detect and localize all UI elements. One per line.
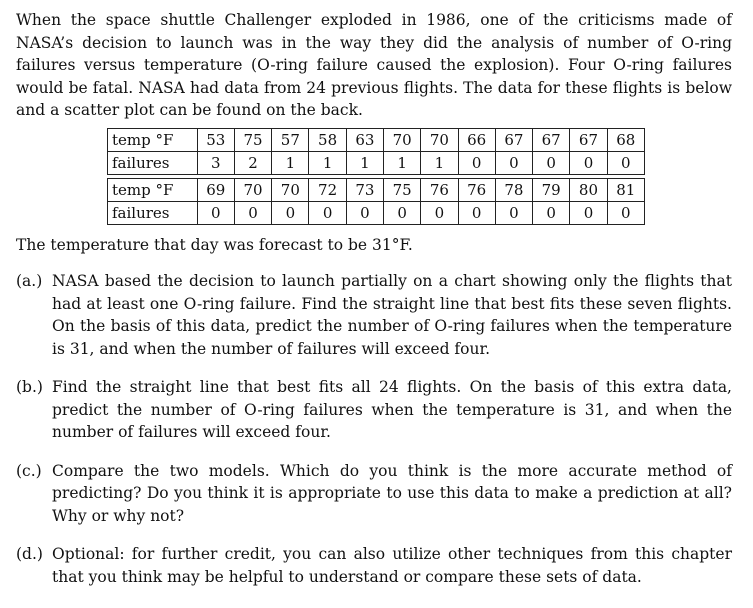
table-cell: 63 bbox=[346, 128, 383, 151]
table-cell: 67 bbox=[495, 128, 532, 151]
table-cell: 57 bbox=[272, 128, 309, 151]
table-cell: 0 bbox=[533, 151, 570, 174]
table-cell: 79 bbox=[533, 178, 570, 201]
table-cell: 53 bbox=[197, 128, 234, 151]
table-cell: 3 bbox=[197, 151, 234, 174]
table-cell: 0 bbox=[458, 151, 495, 174]
table-cell: 0 bbox=[384, 201, 421, 224]
table-row bbox=[108, 201, 645, 224]
table-cell: 70 bbox=[384, 128, 421, 151]
table-cell: 66 bbox=[458, 128, 495, 151]
table-cell: 76 bbox=[458, 178, 495, 201]
table-cell: 76 bbox=[421, 178, 458, 201]
question-text: NASA based the decision to launch partially on a chart showing only the flights that had at least one O-ring failure. Find the straight line that best fits these seven flights. On the basis of this data, predict the number of O-ring failures when the temperature is 31, and when the number of failures will exceed four. bbox=[52, 272, 732, 358]
question-label: (a.) bbox=[16, 272, 43, 290]
table-cell: 70 bbox=[421, 128, 458, 151]
table-cell: 0 bbox=[533, 201, 570, 224]
table-cell: 80 bbox=[570, 178, 607, 201]
table-cell: 68 bbox=[607, 128, 644, 151]
question-label: (c.) bbox=[16, 461, 42, 480]
table-row bbox=[108, 178, 645, 201]
question-text: Compare the two models. Which do you think is the more accurate method of predicting? Do you think it is appropriate to use this data to make a prediction at all? Why or why not? bbox=[52, 461, 732, 525]
table-cell: 67 bbox=[533, 128, 570, 151]
table-cell: 0 bbox=[234, 201, 271, 224]
document-page bbox=[16, 9, 732, 604]
table-cell: 69 bbox=[197, 178, 234, 201]
question-b bbox=[16, 376, 732, 444]
table-cell: 0 bbox=[607, 151, 644, 174]
table-cell: 72 bbox=[309, 178, 346, 201]
data-table-1 bbox=[107, 128, 645, 175]
table-cell: 73 bbox=[346, 178, 383, 201]
table-cell: 0 bbox=[570, 201, 607, 224]
table-cell: 2 bbox=[234, 151, 271, 174]
table-cell: 0 bbox=[607, 201, 644, 224]
table-cell: 81 bbox=[607, 178, 644, 201]
question-label: (d.) bbox=[16, 545, 43, 563]
question-c bbox=[16, 460, 732, 528]
table-cell: 75 bbox=[384, 178, 421, 201]
table-cell: 70 bbox=[272, 178, 309, 201]
table-cell: 0 bbox=[570, 151, 607, 174]
table-cell: 0 bbox=[272, 201, 309, 224]
table-cell: 1 bbox=[272, 151, 309, 174]
table-cell: 70 bbox=[234, 178, 271, 201]
table-cell: 0 bbox=[495, 201, 532, 224]
question-text: Find the straight line that best fits all 24 flights. On the basis of this extra data, predict the number of O-ring failures when the temperature is 31, and when the number of failures will exceed four. bbox=[52, 378, 732, 441]
intro-paragraph: When the space shuttle Challenger exploded in 1986, one of the criticisms made of NASA’s decision to launch was in the way they did the analysis of number of O-ring failures versus temperature (O-ring failure caused the explosion). Four O-ring failures would be fatal. NASA had data from 24 previous flights. The data for these flights is below and a scatter plot can be found on the back. bbox=[16, 11, 732, 119]
table-cell: 1 bbox=[384, 151, 421, 174]
table-cell: 1 bbox=[421, 151, 458, 174]
table-cell: 0 bbox=[458, 201, 495, 224]
table-cell: 1 bbox=[309, 151, 346, 174]
failures-header: failures bbox=[108, 201, 198, 224]
question-text: Optional: for further credit, you can also utilize other techniques from this chapter that you think may be helpful to understand or compare these sets of data. bbox=[52, 545, 732, 586]
table-cell: 67 bbox=[570, 128, 607, 151]
table-cell: 0 bbox=[197, 201, 234, 224]
table-cell: 1 bbox=[346, 151, 383, 174]
temp-header: temp °F bbox=[108, 178, 198, 201]
data-table-2 bbox=[107, 178, 645, 225]
table-cell: 0 bbox=[495, 151, 532, 174]
table-row bbox=[108, 151, 645, 174]
forecast-sentence: The temperature that day was forecast to be 31°F. bbox=[16, 235, 413, 254]
table-cell: 75 bbox=[234, 128, 271, 151]
failures-header: failures bbox=[108, 151, 198, 174]
table-cell: 58 bbox=[309, 128, 346, 151]
question-label: (b.) bbox=[16, 378, 43, 396]
table-row bbox=[108, 128, 645, 151]
question-d bbox=[16, 543, 732, 588]
question-list bbox=[16, 270, 732, 588]
table-cell: 0 bbox=[346, 201, 383, 224]
question-a bbox=[16, 270, 732, 360]
flight-data-tables bbox=[107, 128, 645, 225]
table-cell: 0 bbox=[309, 201, 346, 224]
table-cell: 78 bbox=[495, 178, 532, 201]
temp-header: temp °F bbox=[108, 128, 198, 151]
table-cell: 0 bbox=[421, 201, 458, 224]
